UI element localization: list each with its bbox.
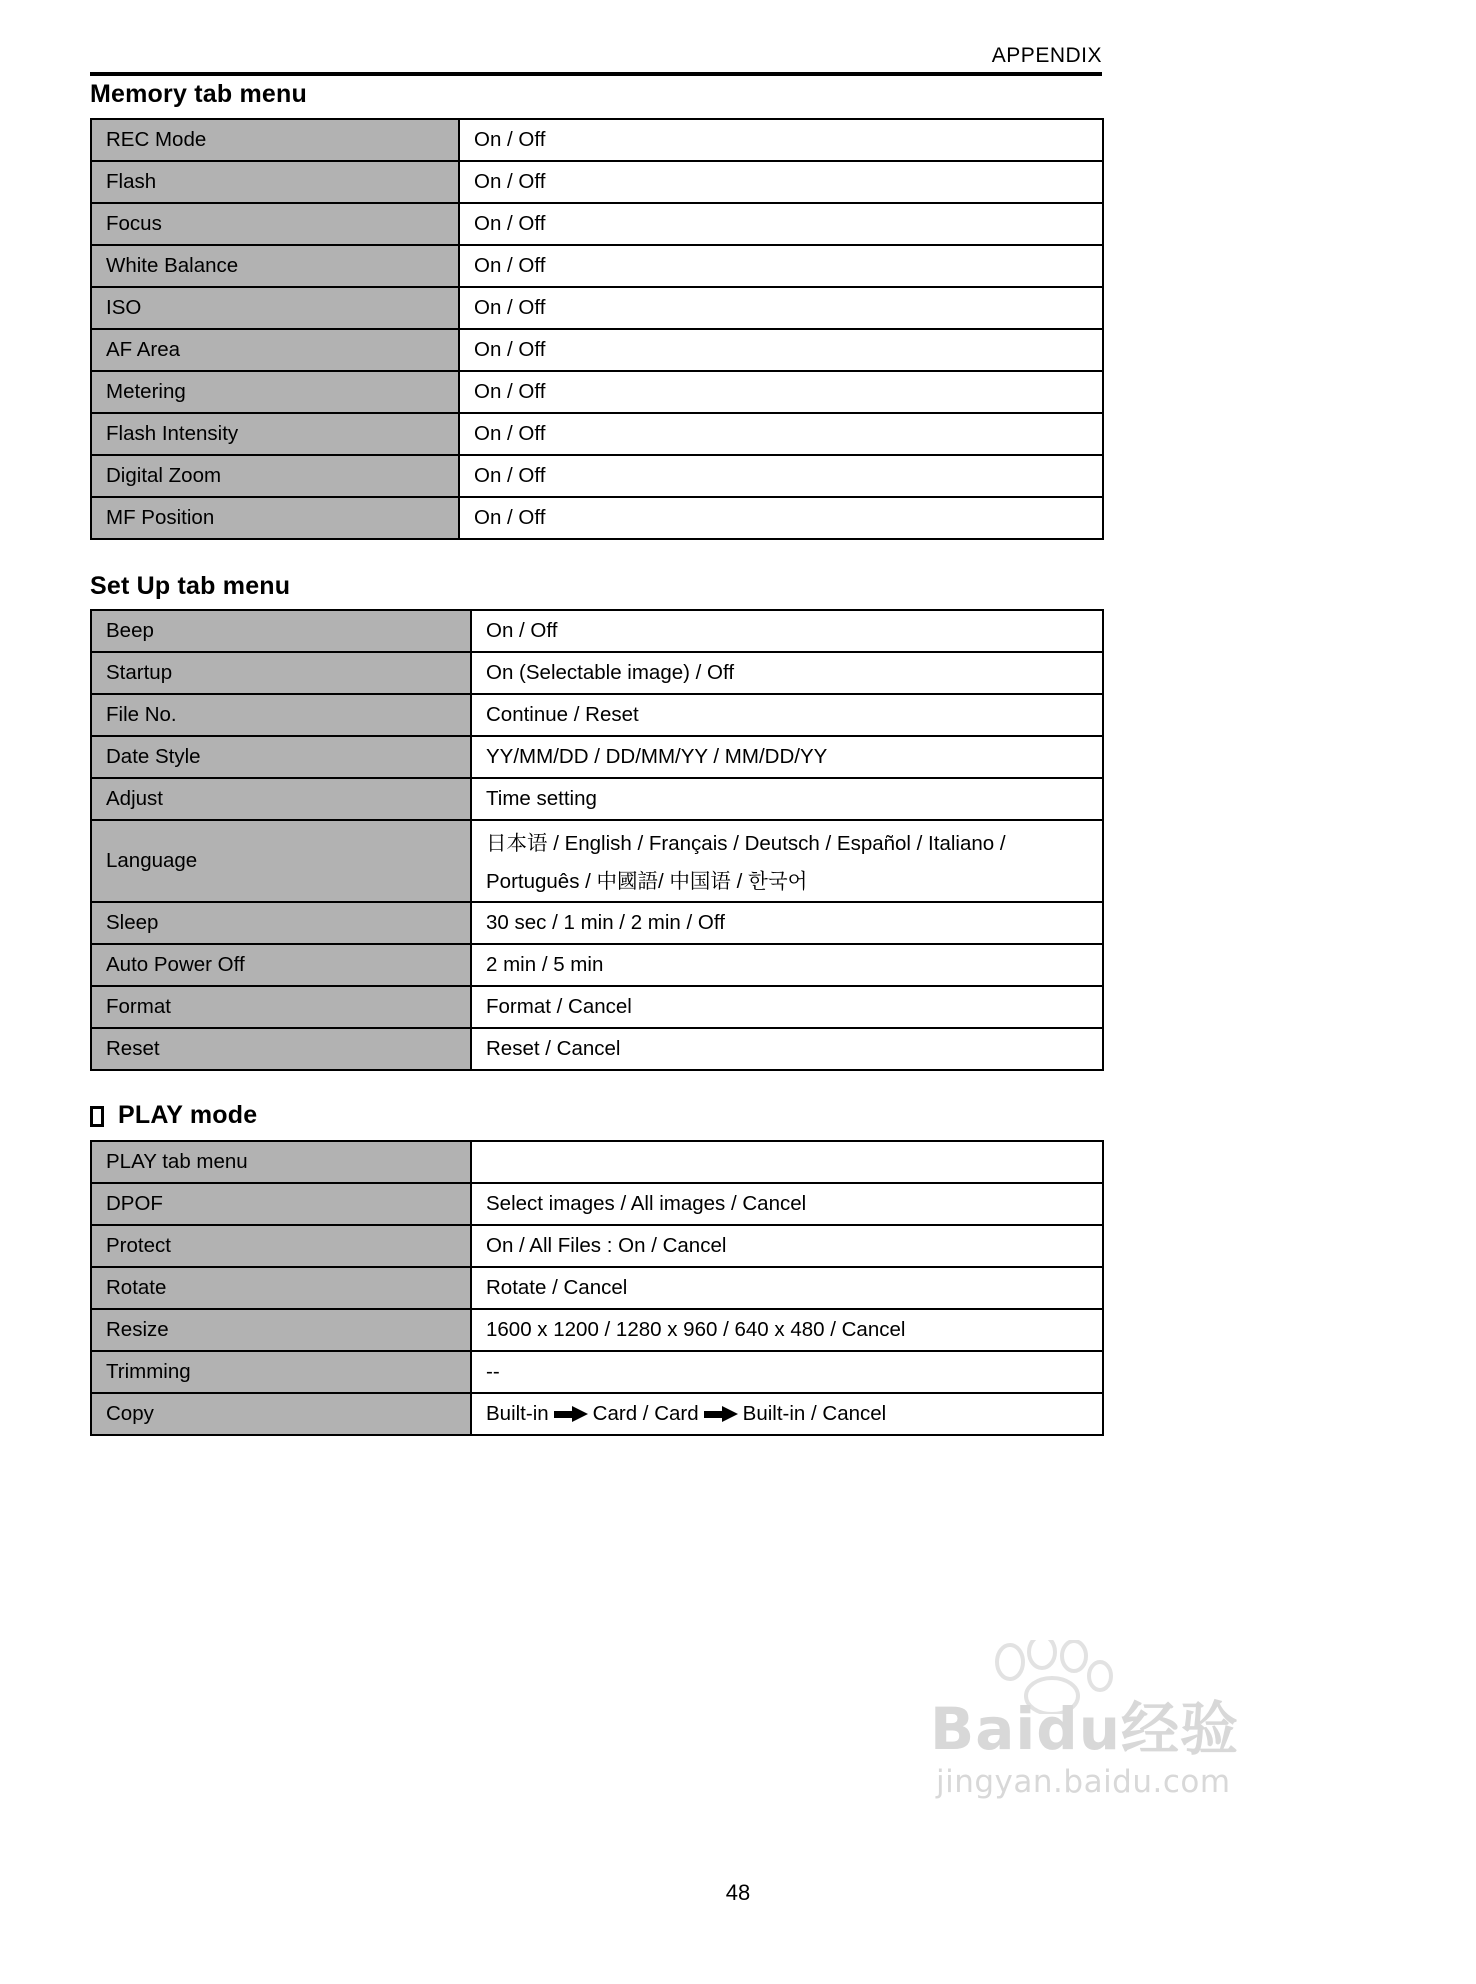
play-row-name: Protect bbox=[91, 1225, 471, 1267]
setup-row-value: Format / Cancel bbox=[471, 986, 1103, 1028]
setup-row-name: Reset bbox=[91, 1028, 471, 1070]
setup-row-name: Auto Power Off bbox=[91, 944, 471, 986]
setup-row-value: Continue / Reset bbox=[471, 694, 1103, 736]
setup-row-value: On / Off bbox=[471, 610, 1103, 652]
memory-row-value: On / Off bbox=[459, 119, 1103, 161]
memory-row-name: ISO bbox=[91, 287, 459, 329]
memory-row-name: MF Position bbox=[91, 497, 459, 539]
play-row-name: PLAY tab menu bbox=[91, 1141, 471, 1183]
language-line-2: Português / 中國語/ 中国语 / 한국어 bbox=[486, 869, 808, 893]
section-heading-play bbox=[90, 1101, 257, 1130]
play-row-value-copy bbox=[471, 1393, 1103, 1435]
memory-row-name: REC Mode bbox=[91, 119, 459, 161]
setup-row-name: Beep bbox=[91, 610, 471, 652]
memory-row-value: On / Off bbox=[459, 287, 1103, 329]
copy-target-label: Built-in / Cancel bbox=[742, 1402, 887, 1426]
setup-row-value: Reset / Cancel bbox=[471, 1028, 1103, 1070]
header-title: APPENDIX bbox=[991, 44, 1102, 67]
watermark-url: jingyan.baidu.com bbox=[936, 1764, 1231, 1800]
play-row-value: -- bbox=[471, 1351, 1103, 1393]
table-row bbox=[91, 1225, 1103, 1267]
play-row-value: 1600 x 1200 / 1280 x 960 / 640 x 480 / Cancel bbox=[471, 1309, 1103, 1351]
memory-row-value: On / Off bbox=[459, 497, 1103, 539]
table-row bbox=[91, 1309, 1103, 1351]
setup-tab-menu-table bbox=[90, 609, 1104, 1071]
memory-row-name: Flash Intensity bbox=[91, 413, 459, 455]
memory-row-name: White Balance bbox=[91, 245, 459, 287]
watermark-logo: Baidu经验 bbox=[930, 1695, 1240, 1763]
play-row-value: Select images / All images / Cancel bbox=[471, 1183, 1103, 1225]
table-row bbox=[91, 119, 1103, 161]
play-row-name: Trimming bbox=[91, 1351, 471, 1393]
section-heading-memory: Memory tab menu bbox=[90, 80, 307, 108]
table-row bbox=[91, 652, 1103, 694]
table-row bbox=[91, 287, 1103, 329]
memory-row-value: On / Off bbox=[459, 203, 1103, 245]
memory-row-name: AF Area bbox=[91, 329, 459, 371]
table-row bbox=[91, 1267, 1103, 1309]
playback-frame-icon bbox=[90, 1106, 104, 1127]
table-row bbox=[91, 820, 1103, 902]
setup-row-value: Time setting bbox=[471, 778, 1103, 820]
table-row bbox=[91, 161, 1103, 203]
setup-row-name: Adjust bbox=[91, 778, 471, 820]
setup-row-name: Date Style bbox=[91, 736, 471, 778]
header-divider bbox=[90, 72, 1102, 76]
memory-row-name: Digital Zoom bbox=[91, 455, 459, 497]
setup-row-name: Startup bbox=[91, 652, 471, 694]
table-row bbox=[91, 1183, 1103, 1225]
table-row bbox=[91, 778, 1103, 820]
watermark bbox=[930, 1640, 1450, 1840]
memory-row-value: On / Off bbox=[459, 161, 1103, 203]
arrow-right-icon-1 bbox=[554, 1407, 588, 1421]
copy-source-label: Built-in bbox=[486, 1402, 549, 1426]
memory-tab-menu-table bbox=[90, 118, 1104, 540]
memory-row-value: On / Off bbox=[459, 413, 1103, 455]
table-row bbox=[91, 986, 1103, 1028]
memory-row-value: On / Off bbox=[459, 371, 1103, 413]
table-row bbox=[91, 1028, 1103, 1070]
table-row bbox=[91, 329, 1103, 371]
play-row-name: Resize bbox=[91, 1309, 471, 1351]
page-number: 48 bbox=[725, 1880, 751, 1905]
table-row bbox=[91, 455, 1103, 497]
table-row bbox=[91, 245, 1103, 287]
setup-row-name: Sleep bbox=[91, 902, 471, 944]
setup-row-value: YY/MM/DD / DD/MM/YY / MM/DD/YY bbox=[471, 736, 1103, 778]
table-row bbox=[91, 944, 1103, 986]
table-row bbox=[91, 1351, 1103, 1393]
setup-row-name: Language bbox=[91, 820, 471, 902]
play-row-name: Rotate bbox=[91, 1267, 471, 1309]
memory-row-value: On / Off bbox=[459, 245, 1103, 287]
table-row bbox=[91, 203, 1103, 245]
section-heading-play-label: PLAY mode bbox=[118, 1101, 258, 1129]
setup-row-name: Format bbox=[91, 986, 471, 1028]
arrow-right-icon-2 bbox=[704, 1407, 738, 1421]
section-heading-setup: Set Up tab menu bbox=[90, 572, 291, 600]
play-row-name: DPOF bbox=[91, 1183, 471, 1225]
copy-middle-label: Card / Card bbox=[592, 1402, 699, 1426]
memory-row-name: Flash bbox=[91, 161, 459, 203]
setup-row-value-language bbox=[471, 820, 1103, 902]
table-row bbox=[91, 902, 1103, 944]
setup-row-name: File No. bbox=[91, 694, 471, 736]
page-header bbox=[90, 44, 1102, 76]
setup-row-value: 30 sec / 1 min / 2 min / Off bbox=[471, 902, 1103, 944]
language-line-1: 日本语 / English / Français / Deutsch / Español / Italiano / bbox=[486, 831, 1006, 855]
table-row bbox=[91, 610, 1103, 652]
memory-row-name: Metering bbox=[91, 371, 459, 413]
play-mode-table bbox=[90, 1140, 1104, 1436]
memory-row-name: Focus bbox=[91, 203, 459, 245]
table-row bbox=[91, 497, 1103, 539]
table-row bbox=[91, 371, 1103, 413]
play-row-value bbox=[471, 1141, 1103, 1183]
memory-row-value: On / Off bbox=[459, 455, 1103, 497]
table-row bbox=[91, 694, 1103, 736]
play-row-value: On / All Files : On / Cancel bbox=[471, 1225, 1103, 1267]
paw-print-icon bbox=[990, 1640, 1120, 1714]
table-row bbox=[91, 736, 1103, 778]
table-row bbox=[91, 413, 1103, 455]
setup-row-value: On (Selectable image) / Off bbox=[471, 652, 1103, 694]
play-row-name: Copy bbox=[91, 1393, 471, 1435]
setup-row-value: 2 min / 5 min bbox=[471, 944, 1103, 986]
play-row-value: Rotate / Cancel bbox=[471, 1267, 1103, 1309]
memory-row-value: On / Off bbox=[459, 329, 1103, 371]
table-row bbox=[91, 1141, 1103, 1183]
table-row bbox=[91, 1393, 1103, 1435]
